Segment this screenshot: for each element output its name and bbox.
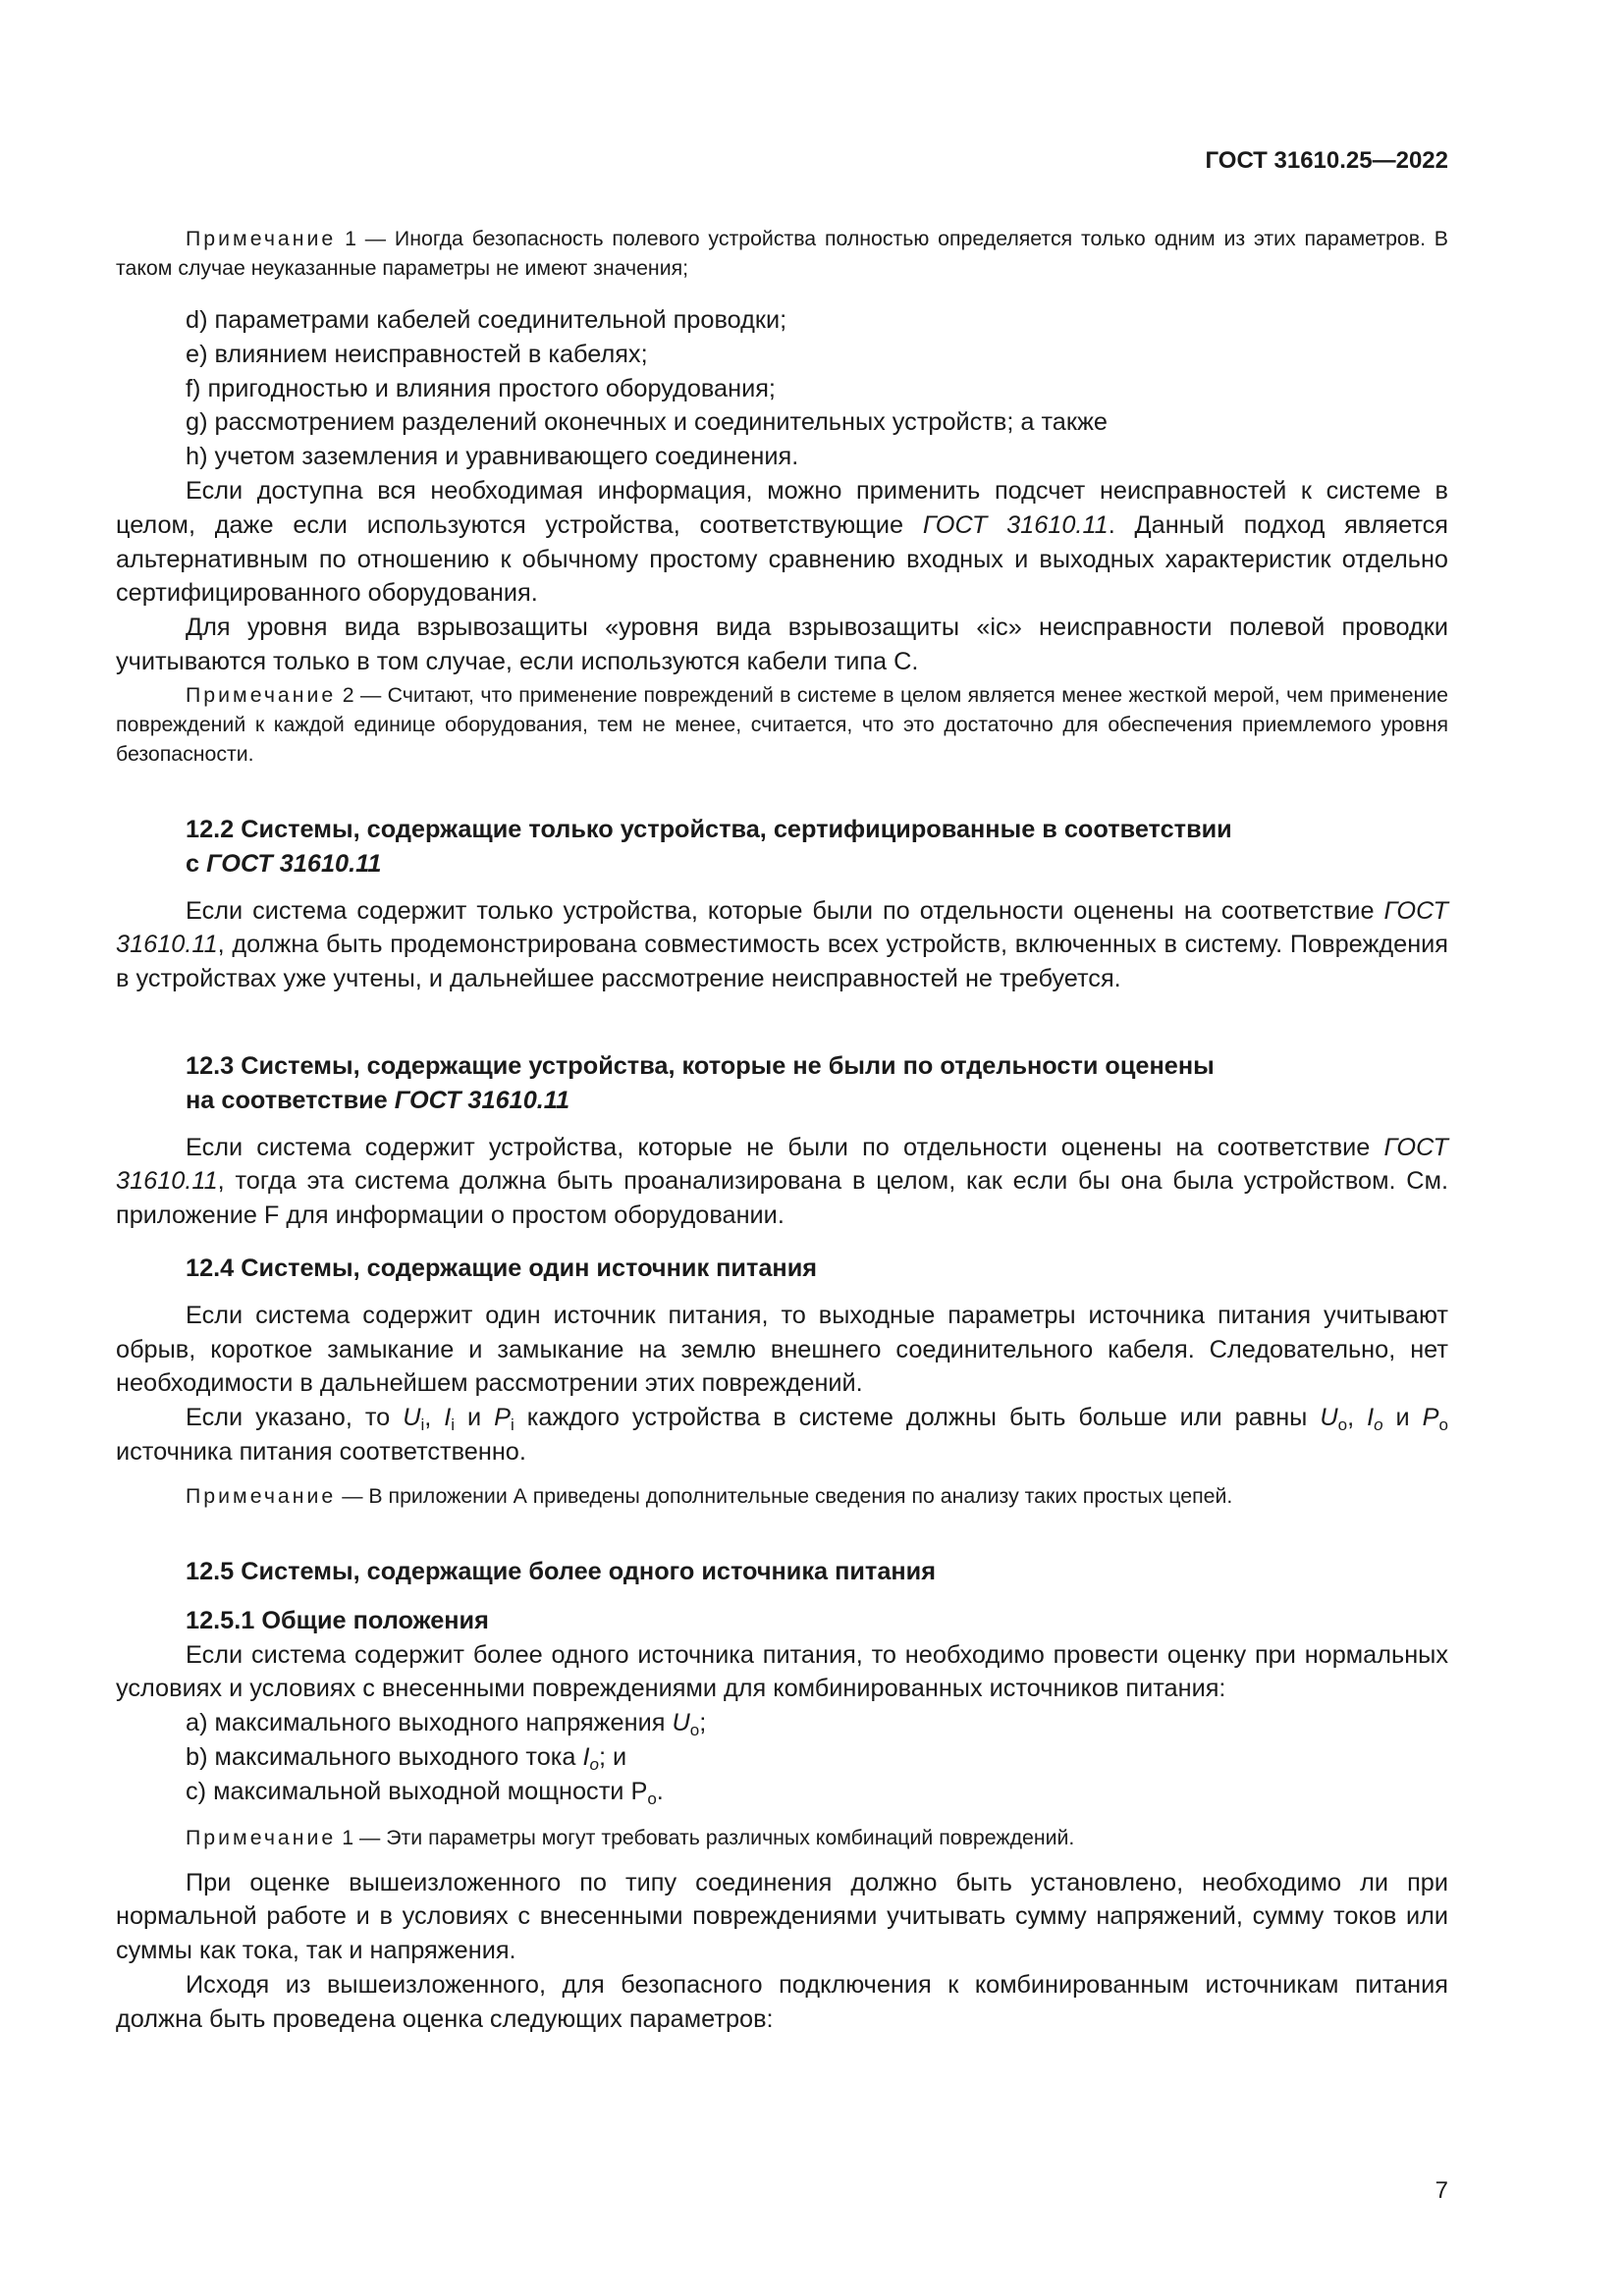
list-item: b) максимального выходного тока $I_o$; и [186,1742,627,1774]
list-d-h [116,303,1448,679]
section-title: 12.2 Системы, содержащие только устройства, сертифицированные в соответствии с ГОСТ 31610.11 [186,816,1232,878]
list-item: f) пригодностью и влияния простого оборудования; [186,374,776,402]
list-item: c) максимальной выходной мощности $P_o$. [186,1777,664,1808]
paragraph: Если система содержит устройства, которые не были по отдельности оценены на соответствие ГОСТ 31610.11, тогда эта система должна быть проанализирована в целом, как если бы она была устройством. См. приложение F для информации о простом оборудовании. [116,1133,1448,1230]
section-12-5 [116,1555,1448,2037]
section-12-4 [116,1252,1448,1511]
section-title: 12.3 Системы, содержащие устройства, которые не были по отдельности оценены на соответствие ГОСТ 31610.11 [186,1052,1215,1114]
list-item: g) рассмотрением разделений оконечных и соединительных устройств; а также [186,408,1108,437]
note: Примечание 1 — Эти параметры могут требовать различных комбинаций повреждений. [186,1825,1075,1849]
paragraph: Для уровня вида взрывозащиты «уровня вида взрывозащиты «ic» неисправности полевой проводки учитываются только в том случае, если используются кабели типа С. [116,614,1448,675]
list-item: e) влиянием неисправностей в кабелях; [186,340,648,368]
paragraph: Если система содержит только устройства, которые были по отдельности оценены на соответствие ГОСТ 31610.11, должна быть продемонстрирована совместимость всех устройств, включенных в систему. Повреждения в устройствах уже учтены, и дальнейшее рассмотрение неисправностей не требуется. [116,896,1448,993]
section-title: 12.5 Системы, содержащие более одного источника питания [186,1558,936,1585]
section-12-3 [116,1049,1448,1233]
paragraph: Исходя из вышеизложенного, для безопасного подключения к комбинированным источникам питания должна быть проведена оценка следующих параметров: [116,1970,1448,2033]
note-2: Примечание 2 — Считают, что применение повреждений в системе в целом является менее жесткой мерой, чем применение повреждений к каждой единице оборудования, тем не менее, считается, что это достаточно для обеспечения приемлемого уровня безопасности. [116,683,1448,766]
paragraph: Если указано, то $U_i$, $I_i$ и $P_i$ каждого устройства в системе должны быть больше или равны $U_o$, $I_o$ и $P_o$ источника питания соответственно. [116,1404,1448,1466]
paragraph: Если доступна вся необходимая информация, можно применить подсчет неисправностей к системе в целом, даже если используются устройства, соответствующие ГОСТ 31610.11. Данный подход является альтернативным по отношению к обычному простому сравнению входных и выходных характеристик отдельно сертифицированного оборудования. [116,476,1448,608]
paragraph: Если система содержит один источник питания, то выходные параметры источника питания учитывают обрыв, короткое замыкание и замыкание на землю внешнего соединительного кабеля. Следовательно, нет необходимости в дальнейшем рассмотрении этих повреждений. [116,1301,1448,1398]
section-title: 12.4 Системы, содержащие один источник питания [186,1255,818,1282]
note: Примечание — В приложении А приведены дополнительные сведения по анализу таких простых цепей. [186,1483,1233,1508]
document-header: ГОСТ 31610.25—2022 [1205,147,1448,174]
note-1: Примечание 1 — Иногда безопасность полевого устройства полностью определяется только одним из этих параметров. В таком случае неуказанные параметры не имеют значения; [116,227,1449,280]
list-item: h) учетом заземления и уравнивающего соединения. [186,443,799,471]
paragraph: При оценке вышеизложенного по типу соединения должно быть установлено, необходимо ли при нормальной работе и в условиях с внесенными повреждениями учитывать сумму напряжений, сумму токов или суммы как тока, так и напряжения. [116,1868,1448,1965]
page-number: 7 [1435,2177,1448,2204]
paragraph: Если система содержит более одного источника питания, то необходимо провести оценку при нормальных условиях и условиях с внесенными повреждениями для комбинированных источников питания: [116,1640,1448,1703]
list-item: d) параметрами кабелей соединительной проводки; [186,306,787,334]
section-12-2 [116,813,1448,996]
subsection-title: 12.5.1 Общие положения [186,1606,489,1634]
list-item: a) максимального выходного напряжения $U_o$; [186,1709,707,1740]
